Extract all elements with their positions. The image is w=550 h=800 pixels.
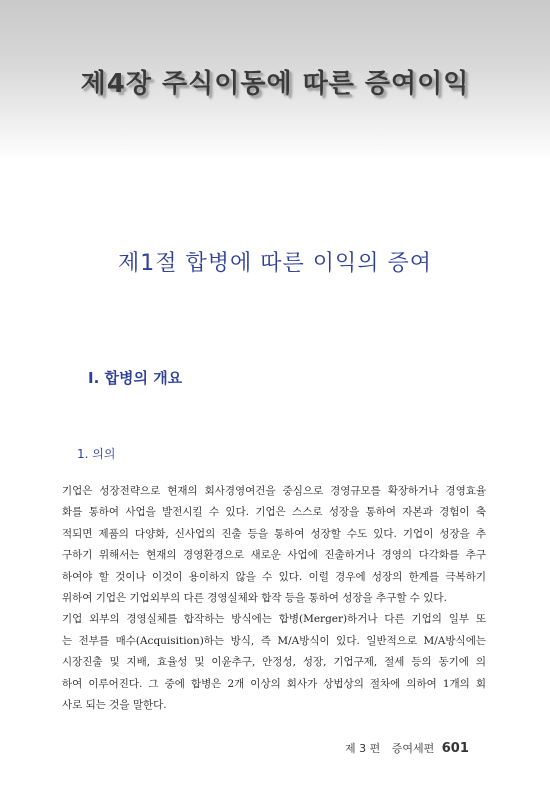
body-line: 는 전부를 매수(Acquisition)하는 방식, 즉 M/A방식이 있다. 일반적으로 M/A방식에는 bbox=[62, 634, 486, 647]
body-line: 시장진출 및 지배, 효율성 및 이윤추구, 안정성, 성장, 기업구제, 절세 등의 동기에 의 bbox=[62, 656, 486, 669]
body-line: 하여야 할 것이나 이것이 용이하지 않을 수 있다. 이럴 경우에 성장의 한계를 극복하기 bbox=[62, 570, 486, 583]
footer-book-label: 증여세편 bbox=[391, 742, 435, 755]
page-footer bbox=[345, 740, 485, 756]
body-line: 화를 통하여 사업을 발전시킬 수 있다. 기업은 스스로 성장을 통하여 자본과 경험이 축 bbox=[62, 506, 486, 519]
footer-part-label: 제 3 편 bbox=[345, 742, 381, 755]
body-line: 하여 이루어진다. 그 중에 합병은 2개 이상의 회사가 상법상의 절차에 의하여 1개의 회 bbox=[62, 677, 486, 690]
subsection-title: Ⅰ. 합병의 개요 bbox=[88, 369, 183, 387]
item-title: 1. 의의 bbox=[77, 447, 116, 461]
body-line: 적되면 제품의 다양화, 신사업의 진출 등을 통하여 성장할 수도 있다. 기업이 성장을 추 bbox=[62, 527, 486, 540]
chapter-title: 제4장 주식이동에 따른 증여이익 bbox=[80, 69, 470, 99]
body-line: 구하기 위해서는 현재의 경영환경으로 새로운 사업에 진출하거나 경영의 다각화를 추구 bbox=[62, 549, 486, 562]
body-paragraph bbox=[62, 481, 486, 716]
body-line: 기업 외부의 경영실체를 합작하는 방식에는 합병(Merger)하거나 다른 기업의 일부 또 bbox=[62, 613, 486, 626]
body-line: 사로 되는 것을 말한다. bbox=[62, 699, 167, 712]
body-line: 위하여 기업은 기업외부의 다른 경영실체와 합작 등을 통하여 성장을 추구할 수 있다. bbox=[62, 592, 447, 605]
body-line: 기업은 성장전략으로 현재의 회사경영여건을 중심으로 경영규모를 확장하거나 경영효율 bbox=[62, 485, 486, 497]
section-title: 제1절 합병에 따른 이익의 증여 bbox=[118, 251, 432, 276]
page-number: 601 bbox=[441, 741, 469, 756]
